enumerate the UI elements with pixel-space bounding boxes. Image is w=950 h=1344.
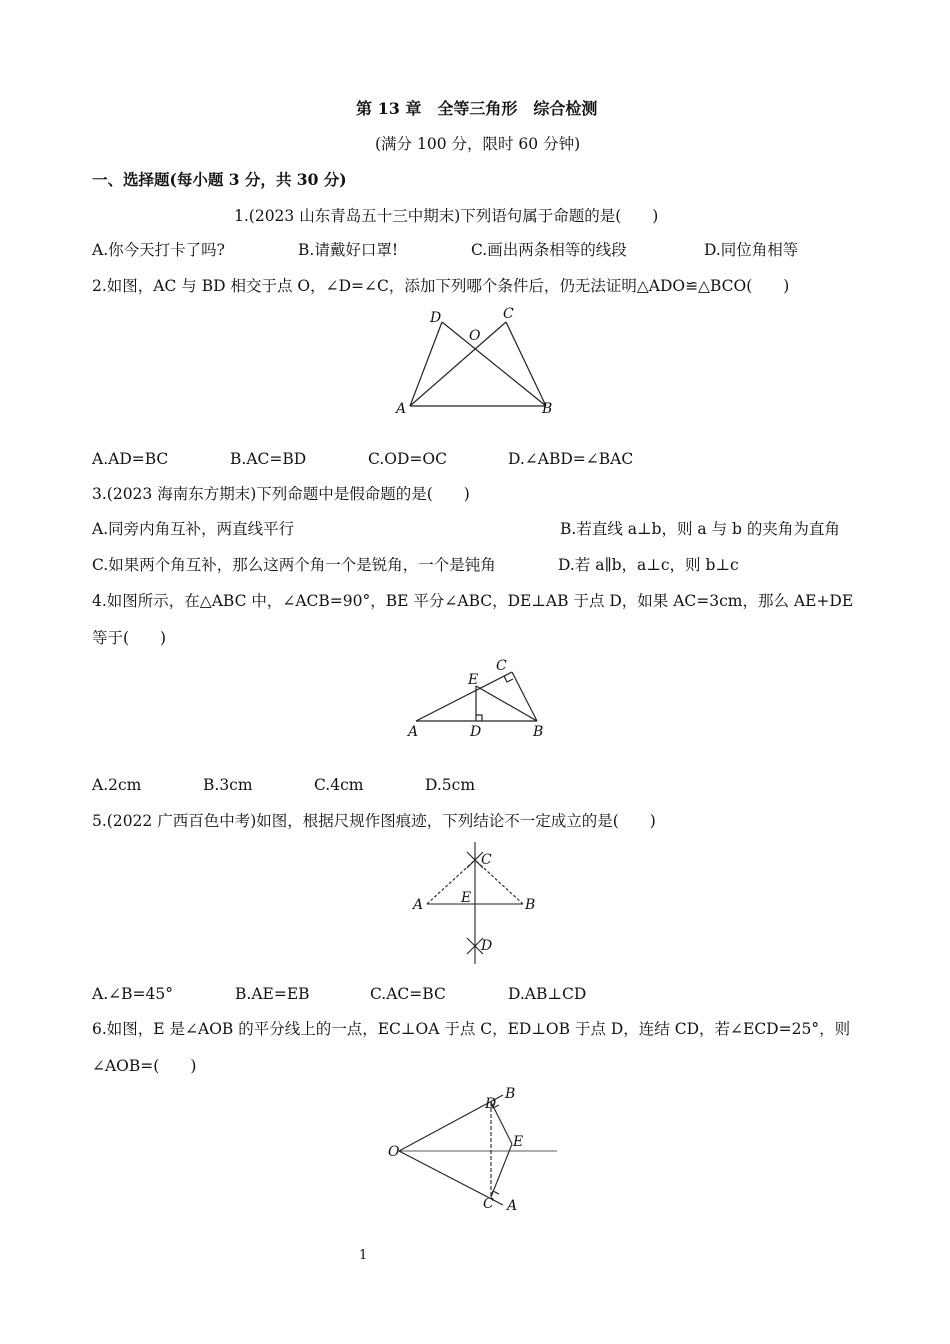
fig5-label-d: D <box>481 938 493 954</box>
q2-option-c: C.OD=OC <box>368 450 447 468</box>
fig4-label-b: B <box>533 724 544 740</box>
q4-option-a: A.2cm <box>92 776 142 794</box>
q2-option-b: B.AC=BD <box>230 450 307 468</box>
fig6-label-d: D <box>485 1096 497 1112</box>
q1-option-d: D.同位角相等 <box>704 241 799 259</box>
fig4-label-d: D <box>470 724 482 740</box>
fig5-label-c: C <box>481 852 492 868</box>
q2-option-a: A.AD=BC <box>92 450 169 468</box>
q2-option-d: D.∠ABD=∠BAC <box>508 450 634 468</box>
section-heading: 一、选择题(每小题 3 分，共 30 分) <box>92 170 347 189</box>
q1-option-a: A.你今天打卡了吗? <box>92 241 225 259</box>
q1-option-b: B.请戴好口罩! <box>298 241 399 259</box>
q3-option-c: C.如果两个角互补，那么这两个角一个是锐角，一个是钝角 <box>92 556 496 574</box>
q4-option-c: C.4cm <box>314 776 364 794</box>
q3-option-b: B.若直线 a⊥b，则 a 与 b 的夹角为直角 <box>560 520 840 538</box>
figure-q4 <box>400 652 560 744</box>
fig6-label-b: B <box>505 1086 516 1102</box>
q5-option-c: C.AC=BC <box>370 985 446 1003</box>
fig2-label-d: D <box>430 310 442 326</box>
q5-option-b: B.AE=EB <box>235 985 310 1003</box>
fig2-label-c: C <box>503 306 514 322</box>
q1-option-c: C.画出两条相等的线段 <box>471 241 627 259</box>
page-number: 1 <box>359 1248 368 1263</box>
question-2-stem: 2.如图，AC 与 BD 相交于点 O，∠D=∠C，添加下列哪个条件后，仍无法证明△ADO≌△BCO( ) <box>92 277 790 295</box>
fig2-label-o: O <box>469 328 481 344</box>
question-4-stem: 4.如图所示，在△ABC 中，∠ACB=90°，BE 平分∠ABC，DE⊥AB 于点 D，如果 AC=3cm，那么 AE+DE <box>92 592 854 610</box>
page-subtitle: (满分 100 分，限时 60 分钟) <box>375 135 581 153</box>
question-1-stem: 1.(2023 山东青岛五十三中期末)下列语句属于命题的是( ) <box>234 207 659 225</box>
fig5-label-e: E <box>461 890 472 906</box>
q4-option-b: B.3cm <box>203 776 253 794</box>
fig4-label-c: C <box>496 658 507 674</box>
q3-option-a: A.同旁内角互补，两直线平行 <box>92 520 295 538</box>
page-title: 第 13 章 全等三角形 综合检测 <box>356 99 598 118</box>
fig4-label-e: E <box>468 672 479 688</box>
question-3-stem: 3.(2023 海南东方期末)下列命题中是假命题的是( ) <box>92 485 470 503</box>
figure-q5 <box>405 838 555 968</box>
q3-option-d: D.若 a∥b，a⊥c，则 b⊥c <box>558 556 739 574</box>
fig6-label-o: O <box>388 1144 400 1160</box>
fig2-label-b: B <box>542 401 553 417</box>
fig5-label-a: A <box>413 897 424 913</box>
question-4-stem-cont: 等于( ) <box>92 629 167 647</box>
fig6-label-c: C <box>483 1196 494 1212</box>
question-5-stem: 5.(2022 广西百色中考)如图，根据尺规作图痕迹，下列结论不一定成立的是( ) <box>92 812 656 830</box>
q4-option-d: D.5cm <box>425 776 476 794</box>
q5-option-a: A.∠B=45° <box>92 985 173 1003</box>
question-6-stem-cont: ∠AOB=( ) <box>92 1057 197 1075</box>
fig2-label-a: A <box>396 401 407 417</box>
fig6-label-e: E <box>513 1134 524 1150</box>
fig5-label-b: B <box>525 897 536 913</box>
question-6-stem: 6.如图，E 是∠AOB 的平分线上的一点，EC⊥OA 于点 C，ED⊥OB 于点 D，连结 CD，若∠ECD=25°，则 <box>92 1020 851 1038</box>
figure-q6 <box>385 1080 565 1215</box>
fig4-label-a: A <box>408 724 419 740</box>
figure-q2 <box>390 300 570 422</box>
fig6-label-a: A <box>507 1198 518 1214</box>
q5-option-d: D.AB⊥CD <box>508 985 587 1003</box>
